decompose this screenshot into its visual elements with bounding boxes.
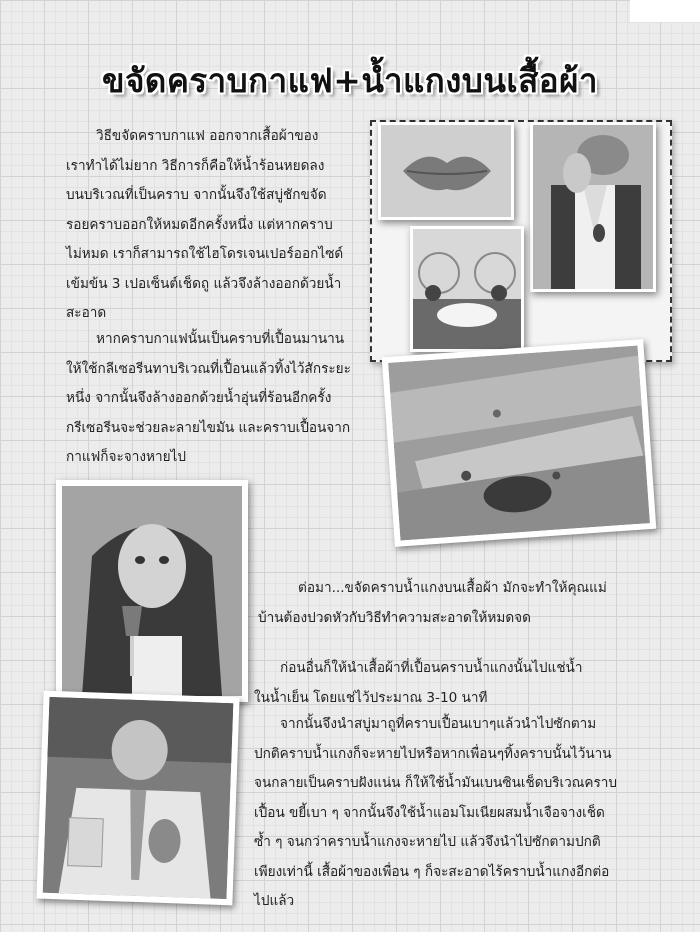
man-with-stained-shirt-photo [36, 691, 239, 906]
man-drinking-coffee-photo [530, 122, 656, 292]
page-title: ขจัดคราบกาแฟ+น้ำแกงบนเสื้อผ้า [102, 61, 598, 100]
coffee-paragraph-2: หากคราบกาแฟนั้นเป็นคราบที่เปื้อนมานาน ให้ใช้กลีเซอรีนทาบริเวณที่เปื้อนแล้วทิ้งไว้สักระยะ หนึ่ง จากนั้นจึงล้างออกด้วยน้ำอุ่นที่ร้อนอีกครั้ง กรีเซอรีนจะช่วยละลายไขมัน และคราบเปื้อนจาก กาแฟก็จะจางหายไป [66, 331, 351, 465]
coffee-paragraph-1: วิธีขจัดคราบกาแฟ ออกจากเสื้อผ้าของ เราทำได้ไม่ยาก วิธีการก็คือให้น้ำร้อนหยดลง บนบริเวณที่เป็นคราบ จากนั้นจึงใช้สบู่ชักขจัด รอยคราบออกให้หมดอีกครั้งหนึ่ง แต่หากคราบ ไม่หมด เราก็สามารถใช้ไฮโดรเจนเปอร์ออกไซด์ เข้มข้น 3 เปอเซ็นต์เช็ดถู แล้วจึงล้างออกด้วยน้ำ สะอาด [66, 128, 344, 321]
spilled-coffee-cups-photo [410, 226, 524, 352]
stained-shirt-closeup-photo [382, 339, 657, 547]
page-corner-mark [630, 0, 700, 22]
lipstick-stain-photo [378, 122, 514, 220]
soup-paragraph-2: จากนั้นจึงนำสบู่มาถูที่คราบเปื้อนเบาๆแล้วนำไปซักตาม ปกติคราบน้ำแกงก็จะหายไปหรือหากเพื่อนๆทิ้งคราบนั้นไว้นาน จนกลายเป็นคราบฝังแน่น ก็ให้ใช้น้ำมันเบนซินเช็ดบริเวณคราบ เปื้อน ขยี้เบา ๆ จากนั้นจึงใช้น้ำแอมโมเนียผสมน้ำเจือจางเช็ด ซ้ำ ๆ จนกว่าคราบน้ำแกงจะหายไป แล้วจึงนำไปซักตามปกติ เพียงเท่านี้ เสื้อผ้าของเพื่อน ๆ ก็จะสะอาดไร้คราบน้ำแกงอีกต่อ ไปแล้ว [254, 716, 618, 909]
soup-intro: ต่อมา...ขจัดคราบน้ำแกงบนเสื้อผ้า มักจะทำให้คุณแม่ บ้านต้องปวดหัวกับวิธีทำความสะอาดให้หมดจด [258, 580, 607, 626]
soup-paragraph-1: ก่อนอื่นก็ให้นำเสื้อผ้าที่เปื้อนคราบน้ำแกงนั้นไปแช่น้ำ ในน้ำเย็น โดยแช่ไว้ประมาณ 3-10 นาที [254, 660, 583, 706]
woman-spilling-wine-photo [56, 480, 248, 702]
